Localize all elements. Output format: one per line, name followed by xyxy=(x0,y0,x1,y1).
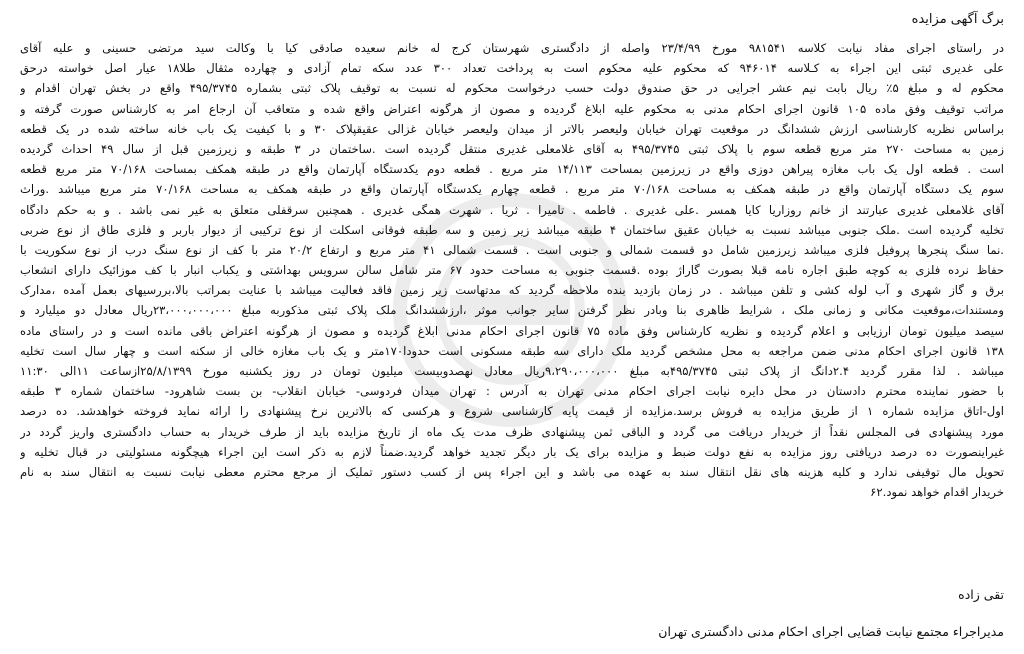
notice-line: برق و گاز شهری و آب لوله کشی و تلفن میباشد . در زمان بازدید بنده ملاحظه گردید که مدتهاست زیر زمین فاقد فعالیت میباشد با عنایت بمراتب بالا،بررسیهای بعمل آمده ،مدارک xyxy=(20,283,1004,298)
notice-line: حفاظ نرده فلزی به کوچه طبق اجاره نامه قبلا بصورت گاراژ بوده .قسمت جنوبی به مساحت حدود ۶۷ متر شامل سالن سرویس بهداشتی و یکباب انبار با کف موزائیک دارای انشعاب xyxy=(20,263,1004,278)
notice-line: است . قطعه اول یک باب مغازه پیراهن دوزی واقع در زیرزمین بمساحت ۱۴/۱۱۳ متر مربع . قطعه دوم یکدستگاه آپارتمان واقع در طبقه همکف بمساحت ۷۰/۱۶۸ متر مربع قطعه xyxy=(20,162,1004,177)
notice-line: علی غدیری ثبتی این اجراء به کـلاسه ۹۴۶۰۱۴ که محکوم علیه محکوم است به پرداخت تعداد ۳۰۰ عدد سکه تمام آزادی و چهارده مثقال طلا۱۸ عیار اصل خواسته درحق xyxy=(20,61,1004,76)
notice-line: خریدار اقدام خواهد نمود.۶۲ xyxy=(870,485,1004,500)
signer-name: تقی زاده xyxy=(958,587,1004,602)
notice-line: غیراینصورت ده درصد دریافتی روز مزایده به نفع دولت ضبط و مزایده برای یک بار دیگر تجدید خواهد گردید.ضمناً لازم به ذکر است این اجراء هیچگونه مسئولیتی در قبال تخلیه و xyxy=(20,444,1004,459)
notice-line: آقای غلامعلی غدیری عبارتند از خانم روزاریا کایا همسر .علی غدیری . فاطمه . تامیرا . ثریا . شهرت همگی غدیری . همچنین سرقفلی متعلق به غیر نمی باشد . و به حکم دادگاه xyxy=(20,202,1004,217)
notice-line: محکوم له و مبلغ ۵٪ ریال بابت نیم عشر اجرایی در حق صندوق دولت حسب درخواست محکوم له نسبت به توقیف پلاک ثبتی بشماره ۴۹۵/۳۷۴۵ واقع در بخش تهران اقدام و xyxy=(20,81,1004,96)
notice-line: با حضور نماینده محترم دادستان در محل دایره نیابت اجرای احکام مدنی تهران به آدرس : تهران میدان فردوسی- خیابان انقلاب- بن بست شاهرود- ساختمان شماره ۳ طبقه xyxy=(20,384,1004,399)
notice-line: زمین به مساحت ۲۷۰ متر مربع قطعه سوم با پلاک ثبتی ۴۹۵/۳۷۴۵ به آقای غلامعلی غدیری منتقل گردیده است .ساختمان در ۳ طبقه و زیرزمین قبل از سال ۴۹ احداث گردیده xyxy=(20,141,1004,156)
notice-line: در راستای اجرای مفاد نیابت کلاسه ۹۸۱۵۴۱ مورخ ۲۳/۴/۹۹ واصله از دادگستری شهرستان کرج له خانم سعیده صادقی کیا با وکالت سید مرتضی حسینی و علیه آقای xyxy=(20,41,1004,55)
notice-body xyxy=(20,38,1004,502)
notice-line: .نما سنگ پنجرها پروفیل فلزی میباشد زیرزمین شامل دو قسمت شمالی و جنوبی است . قسمت شمالی ۴۱ متر مربع و ارتفاع ۲۰/۲ متر با کف از نوع سنگ درب از نوع سکوریت با xyxy=(20,242,1004,257)
notice-line: مراتب توقیف وفق ماده ۱۰۵ قانون اجرای احکام مدنی به محکوم علیه ابلاغ گردیده و مصون از هرگونه اعتراض واقع شده و متعاقب آن ارجاع امر به کارشناس صورت گرفته و xyxy=(20,101,1004,116)
notice-line: تحویل مال توقیفی ندارد و کلیه هزینه های نقل انتقال سند به عهده می باشد و این اجراء پس از کسب دستور تملیک از مرجع محترم معطی نیابت نسبت به انتقال سند به نام xyxy=(20,464,1004,479)
notice-title: برگ آگهی مزایده xyxy=(911,12,1004,27)
notice-line: سیصد میلیون تومان ارزیابی و اعلام گردیده و نظریه کارشناس وفق ماده ۷۵ قانون اجرای احکام مدنی ابلاغ گردیده و مصون از هرگونه اعتراض باقی مانده است و در راستای ماده xyxy=(20,323,1004,338)
signer-office: مدیراجراء مجتمع نیابت قضایی اجرای احکام مدنی دادگستری تهران xyxy=(658,624,1004,639)
notice-line: ومستندات،موقعیت مکانی و زمانی ملک ، شرایط ظاهری بنا وبادر نظر گرفتن سایر جوانب موثر ،ارزششدانگ ملک پلاک ثبتی مذکوربه مبلغ ۲۳،۰۰۰،۰۰۰،۰۰۰ریال معادل دو میلیارد و xyxy=(20,303,1004,318)
notice-line: براساس نظریه کارشناسی ارزش ششدانگ در موقعیت تهران خیابان ولیعصر بالاتر از میدان ولیعصر خیابان غزالی عقیقپلاک ۳۰ و با کیفیت یک باب خانه ساخته شده در یک قطعه xyxy=(20,121,1004,136)
notice-line: اول-اتاق مزایده شماره ۱ از طریق مزایده به فروش برسد.مزایده از قیمت پایه کارشناسی شروع و هرکسی که بالاترین نرخ پیشنهادی را ارائه نماید فروخته خواهدشد. ده درصد xyxy=(20,404,1004,419)
notice-line: سوم یک دستگاه آپارتمان واقع در طبقه همکف به مساحت ۷۰/۱۶۸ متر مربع . قطعه چهارم یکدستگاه آپارتمان واقع در طبقه همکف به مساحت ۷۰/۱۶۸ متر مربع میباشد .وراث xyxy=(20,182,1004,197)
notice-line: مورد پیشنهادی فی المجلس نقداً از خریدار دریافت می گردد و الباقی ثمن پیشنهادی ظرف مدت یک ماه از تاریخ مزایده باید از طرف خریدار به حساب دادگستری واریز گردد در xyxy=(20,424,1004,439)
notice-line: ۱۳۸ قانون اجرای احکام مدنی ضمن مراجعه به محل مشخص گردید ملک دارای سه طبقه مسکونی است حدودا۱۷۰متر و یک باب مغازه خالی از سکنه است و چهار سال است تخلیه xyxy=(20,343,1004,358)
notice-line: تخلیه گردیده است .ملک جنوبی میباشد نسبت به خیابان عقیق ساختمان ۴ طبقه میباشد زیر زمین و سه طبقه فوقانی اسکلت از نوع ترکیبی از دیوار باربر و فلزی طاق از نوع ضربی xyxy=(20,222,1004,237)
notice-line: میباشد . لذا مقرر گردید ۲.۴دانگ از پلاک ثبتی ۴۹۵/۳۷۴۵به مبلغ ۹،۲۹۰،۰۰۰،۰۰۰ریال معادل نهصدوبیست میلیون تومان در روز یکشنبه مورخ ۲۵/۸/۱۳۹۹ازساعت ۱۱الی ۱۱:۳۰ xyxy=(20,364,1004,378)
